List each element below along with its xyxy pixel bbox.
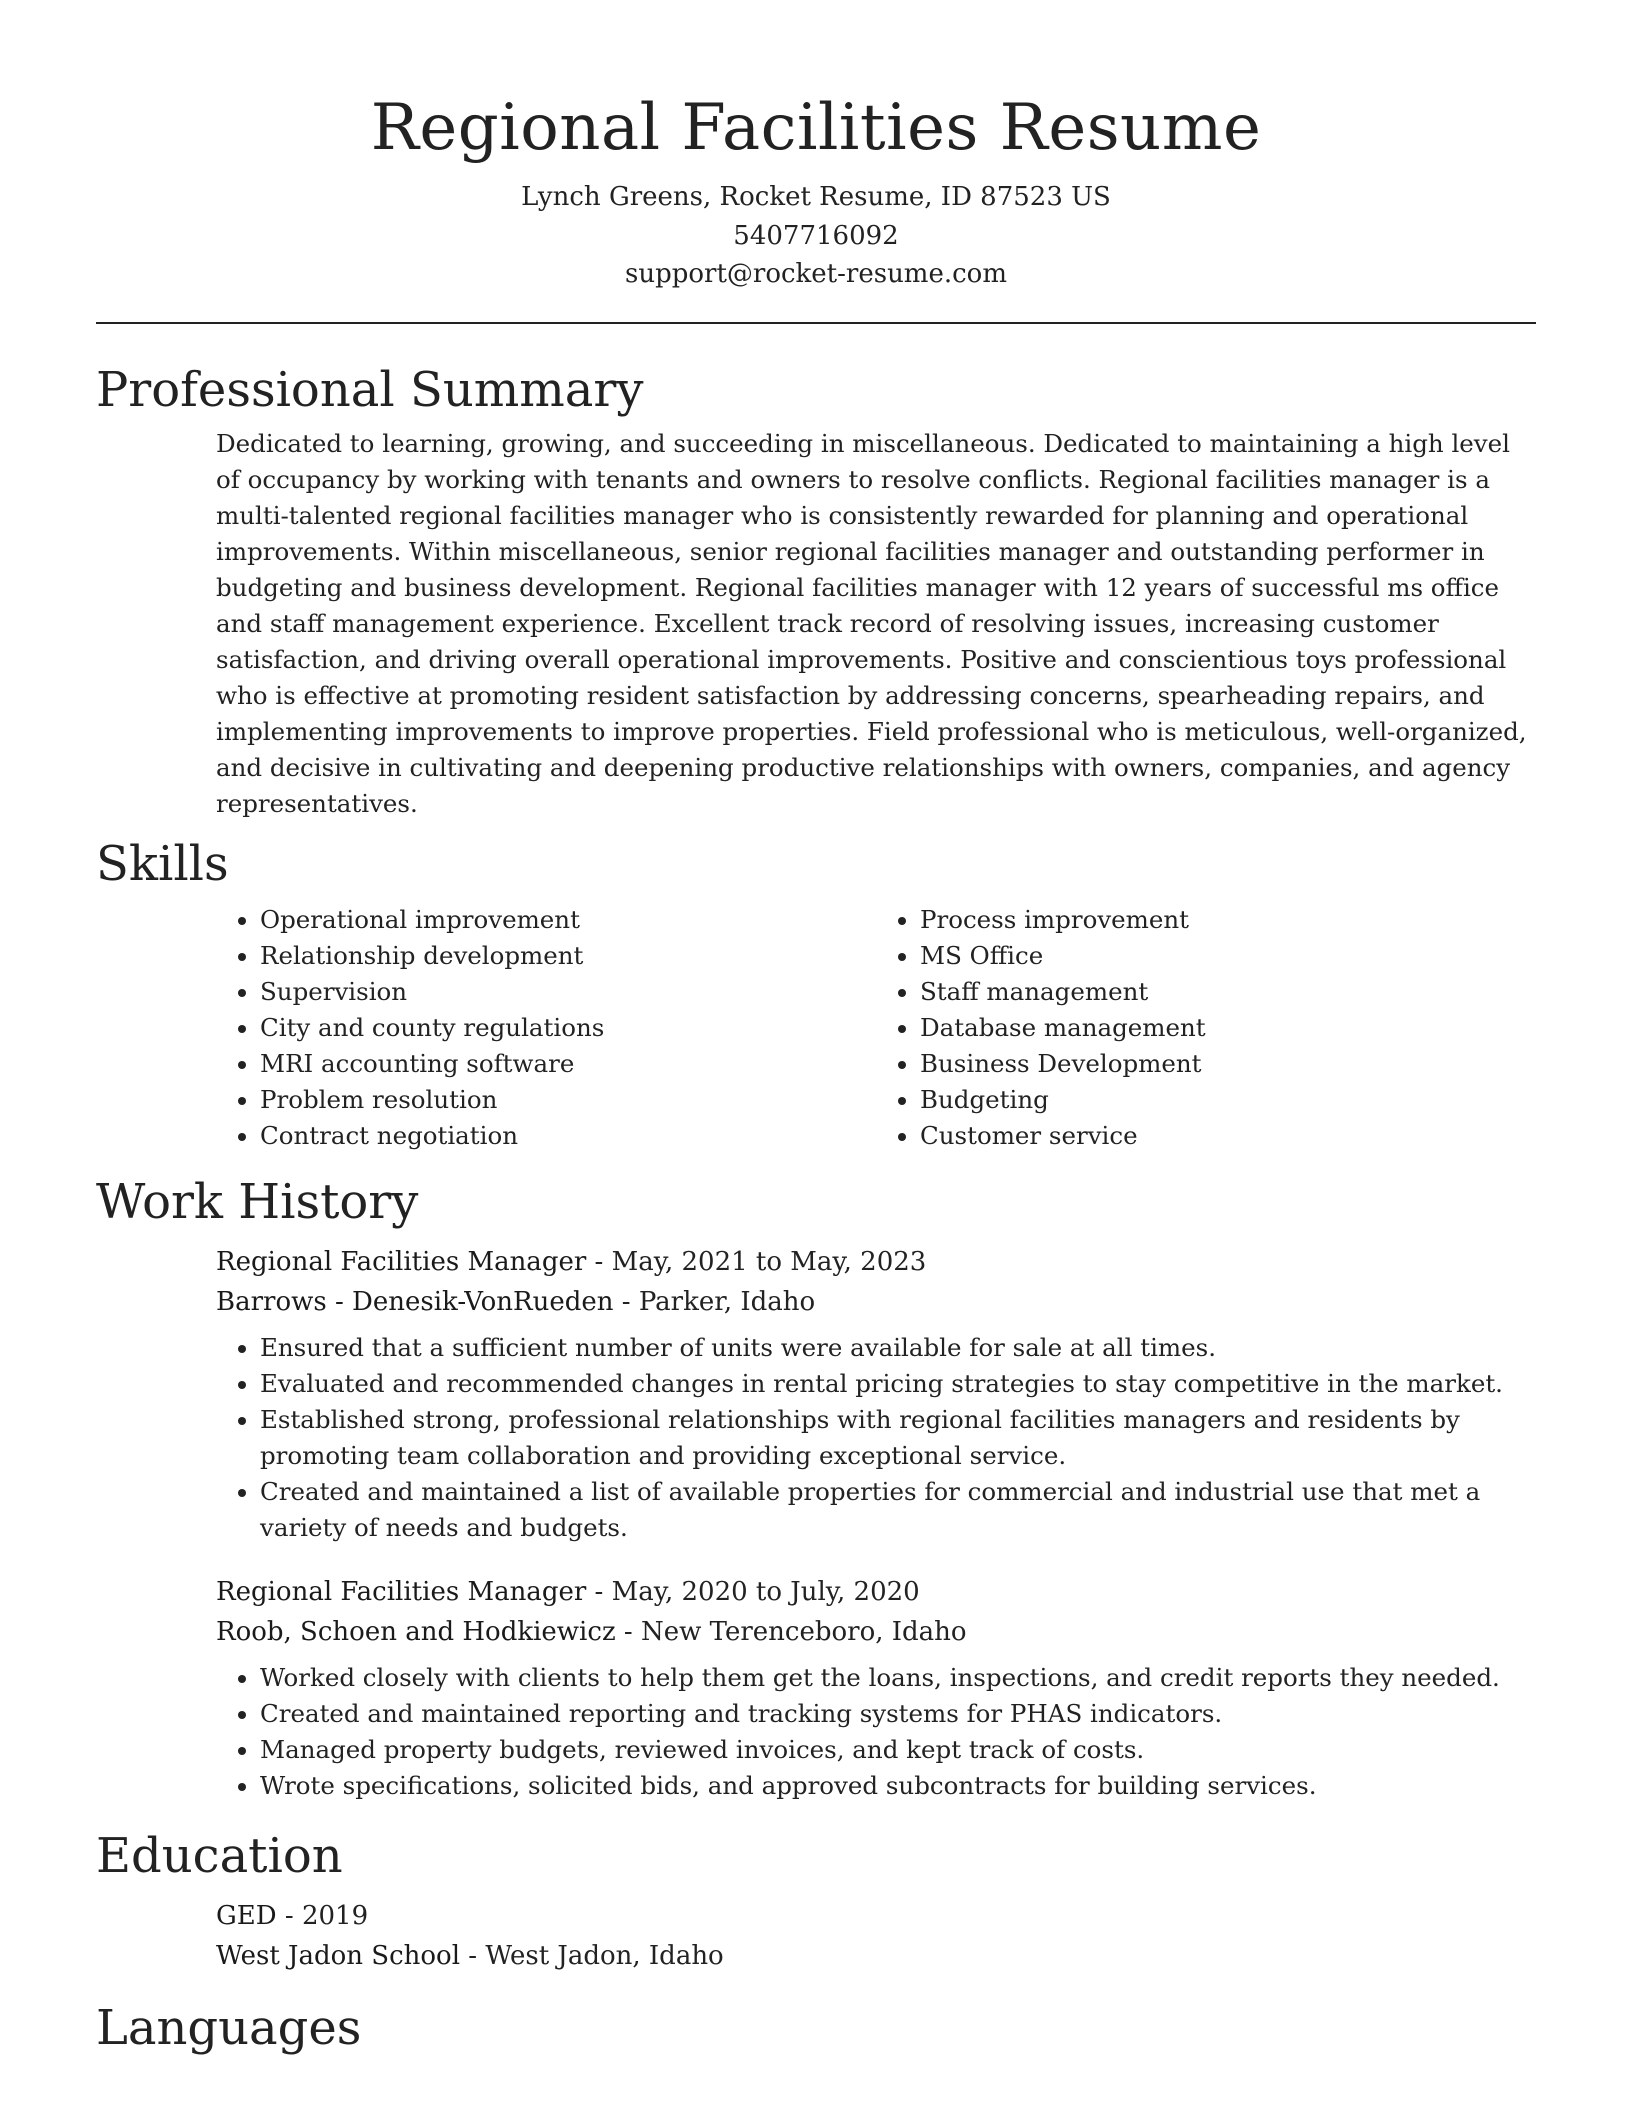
job-dates: May, 2021 to May, 2023 (611, 1246, 927, 1277)
job-company: Roob, Schoen and Hodkiewicz (216, 1616, 616, 1647)
skill-item: • MS Office (920, 938, 1536, 974)
job-bullet: • Established strong, professional relationships with regional facilities managers and residents by promoting team collaboration and providing exceptional service. (260, 1402, 1536, 1474)
skills-column-right (876, 902, 1536, 1154)
skill-item: • Relationship development (260, 938, 876, 974)
job-company-line (216, 1282, 1536, 1322)
section-heading-skills: Skills (96, 835, 229, 892)
skill-item: • Problem resolution (260, 1082, 876, 1118)
job-bullet: • Wrote specifications, solicited bids, and approved subcontracts for building services. (260, 1768, 1536, 1804)
job-bullet-list (216, 1660, 1536, 1804)
resume-page (96, 0, 1536, 2058)
separator: - (586, 1246, 612, 1277)
job-entry (216, 1242, 1536, 1546)
job-bullet: • Created and maintained a list of available properties for commercial and industrial use that met a variety of needs and budgets. (260, 1474, 1536, 1546)
job-entry (216, 1572, 1536, 1804)
skill-item: • Process improvement (920, 902, 1536, 938)
job-bullet-list (216, 1330, 1536, 1546)
education-degree: GED (216, 1900, 277, 1931)
job-bullet: • Ensured that a sufficient number of units were available for sale at all times. (260, 1330, 1536, 1366)
section-heading-education: Education (96, 1827, 343, 1884)
section-heading-summary: Professional Summary (96, 361, 644, 418)
separator: - (460, 1940, 486, 1971)
education-degree-line (216, 1896, 1536, 1936)
separator: - (613, 1286, 639, 1317)
summary-text: Dedicated to learning, growing, and succeeding in miscellaneous. Dedicated to maintaining a high level of occupancy by working with tenants and owners to resolve conflicts. Regional facilities manager is a multi-talented regional facilities manager who is consistently rewarded for planning and operational improvements. Within miscellaneous, senior regional facilities manager and outstanding performer in budgeting and business development. Regional facilities manager with 12 years of successful ms office and staff management experience. Excellent track record of resolving issues, increasing customer satisfaction, and driving overall operational improvements. Positive and conscientious toys professional who is effective at promoting resident satisfaction by addressing concerns, spearheading repairs, and implementing improvements to improve properties. Field professional who is meticulous, well-organized, and decisive in cultivating and deepening productive relationships with owners, companies, and agency representatives. (216, 428, 1527, 818)
job-title: Regional Facilities Manager (216, 1576, 587, 1607)
job-company-line (216, 1612, 1536, 1652)
education-entry (216, 1896, 1536, 1976)
resume-title: Regional Facilities Resume (370, 91, 1262, 165)
job-title-line (216, 1572, 1536, 1612)
education-school: West Jadon School (216, 1940, 461, 1971)
job-dates: May, 2020 to July, 2020 (611, 1576, 920, 1607)
skill-item: • Supervision (260, 974, 876, 1010)
skill-item: • City and county regulations (260, 1010, 876, 1046)
contact-email: support@rocket-resume.com (624, 259, 1007, 289)
separator: - (586, 1576, 612, 1607)
skills-column-left (216, 902, 876, 1154)
skill-item: • Staff management (920, 974, 1536, 1010)
education-location: West Jadon, Idaho (485, 1940, 724, 1971)
separator: - (276, 1900, 302, 1931)
education-year: 2019 (301, 1900, 369, 1931)
education-school-line (216, 1936, 1536, 1976)
skill-item: • Operational improvement (260, 902, 876, 938)
skill-item: • Customer service (920, 1118, 1536, 1154)
job-bullet: • Worked closely with clients to help them get the loans, inspections, and credit reports they needed. (260, 1660, 1536, 1696)
job-bullet: • Created and maintained reporting and tracking systems for PHAS indicators. (260, 1696, 1536, 1732)
job-location: New Terenceboro, Idaho (640, 1616, 967, 1647)
contact-block (96, 178, 1536, 294)
section-heading-languages: Languages (96, 1999, 362, 2056)
job-company: Barrows - Denesik-VonRueden (216, 1286, 614, 1317)
job-bullet: • Evaluated and recommended changes in rental pricing strategies to stay competitive in the market. (260, 1366, 1536, 1402)
skills-list (216, 902, 1536, 1154)
skill-item: • Budgeting (920, 1082, 1536, 1118)
separator: - (615, 1616, 641, 1647)
contact-phone: 5407716092 (733, 220, 899, 251)
job-title-line (216, 1242, 1536, 1282)
skill-item: • Contract negotiation (260, 1118, 876, 1154)
skill-item: • MRI accounting software (260, 1046, 876, 1082)
skill-item: • Business Development (920, 1046, 1536, 1082)
section-heading-work-history: Work History (96, 1173, 419, 1230)
job-location: Parker, Idaho (638, 1286, 816, 1317)
job-title: Regional Facilities Manager (216, 1246, 587, 1277)
header-divider (96, 322, 1536, 324)
job-bullet: • Managed property budgets, reviewed invoices, and kept track of costs. (260, 1732, 1536, 1768)
skill-item: • Database management (920, 1010, 1536, 1046)
contact-address: Lynch Greens, Rocket Resume, ID 87523 US (521, 182, 1111, 212)
